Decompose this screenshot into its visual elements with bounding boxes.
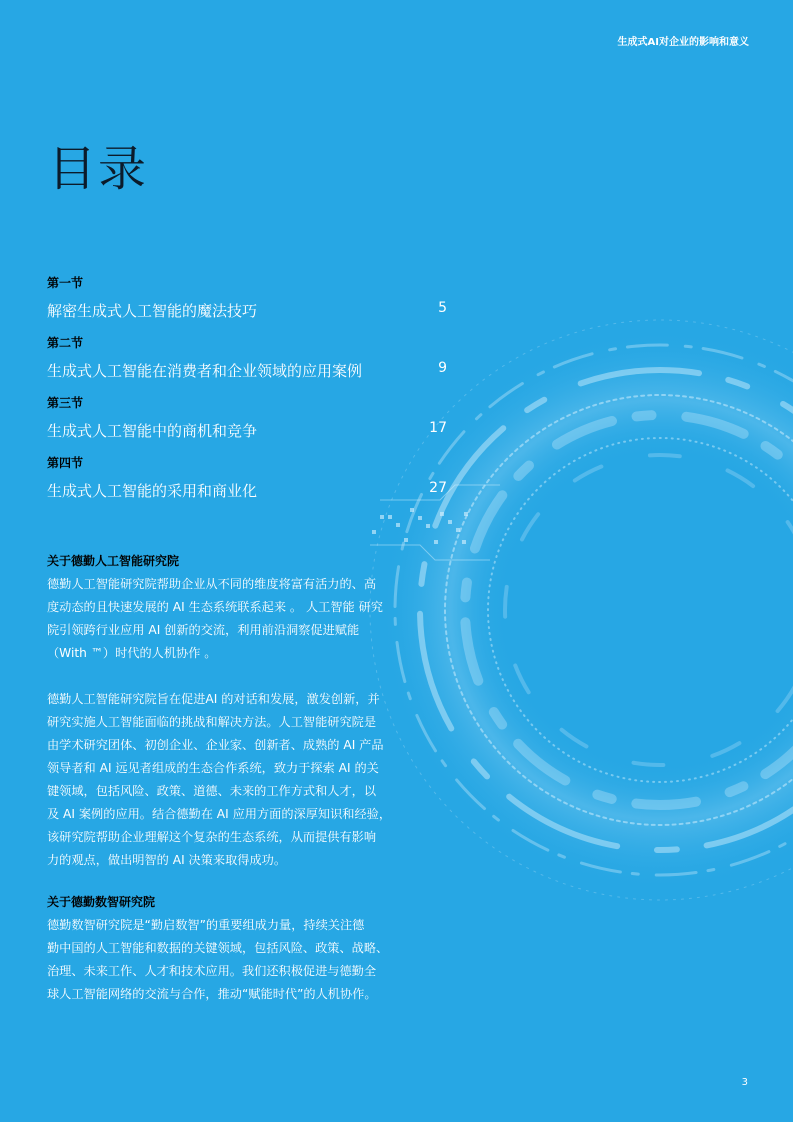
toc-page-number: 17 bbox=[429, 420, 447, 436]
text-line: 键领域，包括风险、政策、道德、未来的工作方式和人才，以 bbox=[47, 784, 377, 798]
text-line: 及 AI 案例的应用。结合德勤在 AI 应用方面的深厚知识和经验， bbox=[47, 807, 392, 821]
running-header: 生成式AI对企业的影响和意义 bbox=[617, 37, 749, 48]
toc-entry[interactable] bbox=[47, 274, 447, 334]
text-line: 力的观点，做出明智的 AI 决策来取得成功。 bbox=[47, 853, 287, 867]
about-data-institute bbox=[47, 893, 417, 1006]
toc-section-title[interactable]: 解密生成式人工智能的魔法技巧 bbox=[47, 302, 258, 320]
toc-section-title[interactable]: 生成式人工智能的采用和商业化 bbox=[47, 482, 258, 500]
section-heading: 关于德勤人工智能研究院 bbox=[47, 554, 180, 568]
toc-entry[interactable] bbox=[47, 394, 447, 454]
paragraph bbox=[47, 914, 417, 1006]
text-line: 领导者和 AI 远见者组成的生态合作系统，致力于探索 AI 的关 bbox=[47, 761, 379, 775]
text-line: 研究实施人工智能面临的挑战和解决方法。人工智能研究院是 bbox=[47, 715, 377, 729]
table-of-contents bbox=[47, 274, 447, 514]
text-line: 该研究院帮助企业理解这个复杂的生态系统，从而提供有影响 bbox=[47, 830, 377, 844]
text-line: 院引领跨行业应用 AI 创新的交流，利用前沿洞察促进赋能 bbox=[47, 623, 360, 637]
text-line: 德勤数智研究院是“勤启数智”的重要组成力量，持续关注德 bbox=[47, 918, 365, 932]
paragraph bbox=[47, 688, 417, 872]
toc-section-label: 第四节 bbox=[47, 456, 84, 470]
toc-section-label: 第一节 bbox=[47, 276, 84, 290]
text-line: （With ™）时代的人机协作 。 bbox=[47, 646, 217, 660]
toc-entry[interactable] bbox=[47, 454, 447, 514]
page-title: 目录 bbox=[48, 141, 149, 197]
toc-section-label: 第二节 bbox=[47, 336, 84, 350]
text-line: 由学术研究团体、初创企业、企业家、创新者、成熟的 AI 产品 bbox=[47, 738, 384, 752]
toc-page-number: 5 bbox=[438, 300, 447, 316]
text-line: 球人工智能网络的交流与合作，推动“赋能时代”的人机协作。 bbox=[47, 987, 377, 1001]
toc-section-title[interactable]: 生成式人工智能中的商机和竞争 bbox=[47, 422, 258, 440]
toc-entry[interactable] bbox=[47, 334, 447, 394]
section-heading: 关于德勤数智研究院 bbox=[47, 895, 156, 909]
text-line: 德勤人工智能研究院帮助企业从不同的维度将富有活力的、高 bbox=[47, 577, 377, 591]
text-line: 度动态的且快速发展的 AI 生态系统联系起来 。 人工智能 研究 bbox=[47, 600, 383, 614]
toc-section-label: 第三节 bbox=[47, 396, 84, 410]
toc-page-number: 9 bbox=[438, 360, 447, 376]
toc-section-title[interactable]: 生成式人工智能在消费者和企业领域的应用案例 bbox=[47, 362, 363, 380]
text-line: 德勤人工智能研究院旨在促进AI 的对话和发展，激发创新，并 bbox=[47, 692, 380, 706]
toc-page-number: 27 bbox=[429, 480, 447, 496]
page-number: 3 bbox=[741, 1077, 748, 1088]
paragraph bbox=[47, 573, 417, 665]
text-line: 治理、未来工作、人才和技术应用。我们还积极促进与德勤全 bbox=[47, 964, 377, 978]
about-ai-institute bbox=[47, 552, 417, 872]
text-line: 勤中国的人工智能和数据的关键领域，包括风险、政策、战略、 bbox=[47, 941, 389, 955]
